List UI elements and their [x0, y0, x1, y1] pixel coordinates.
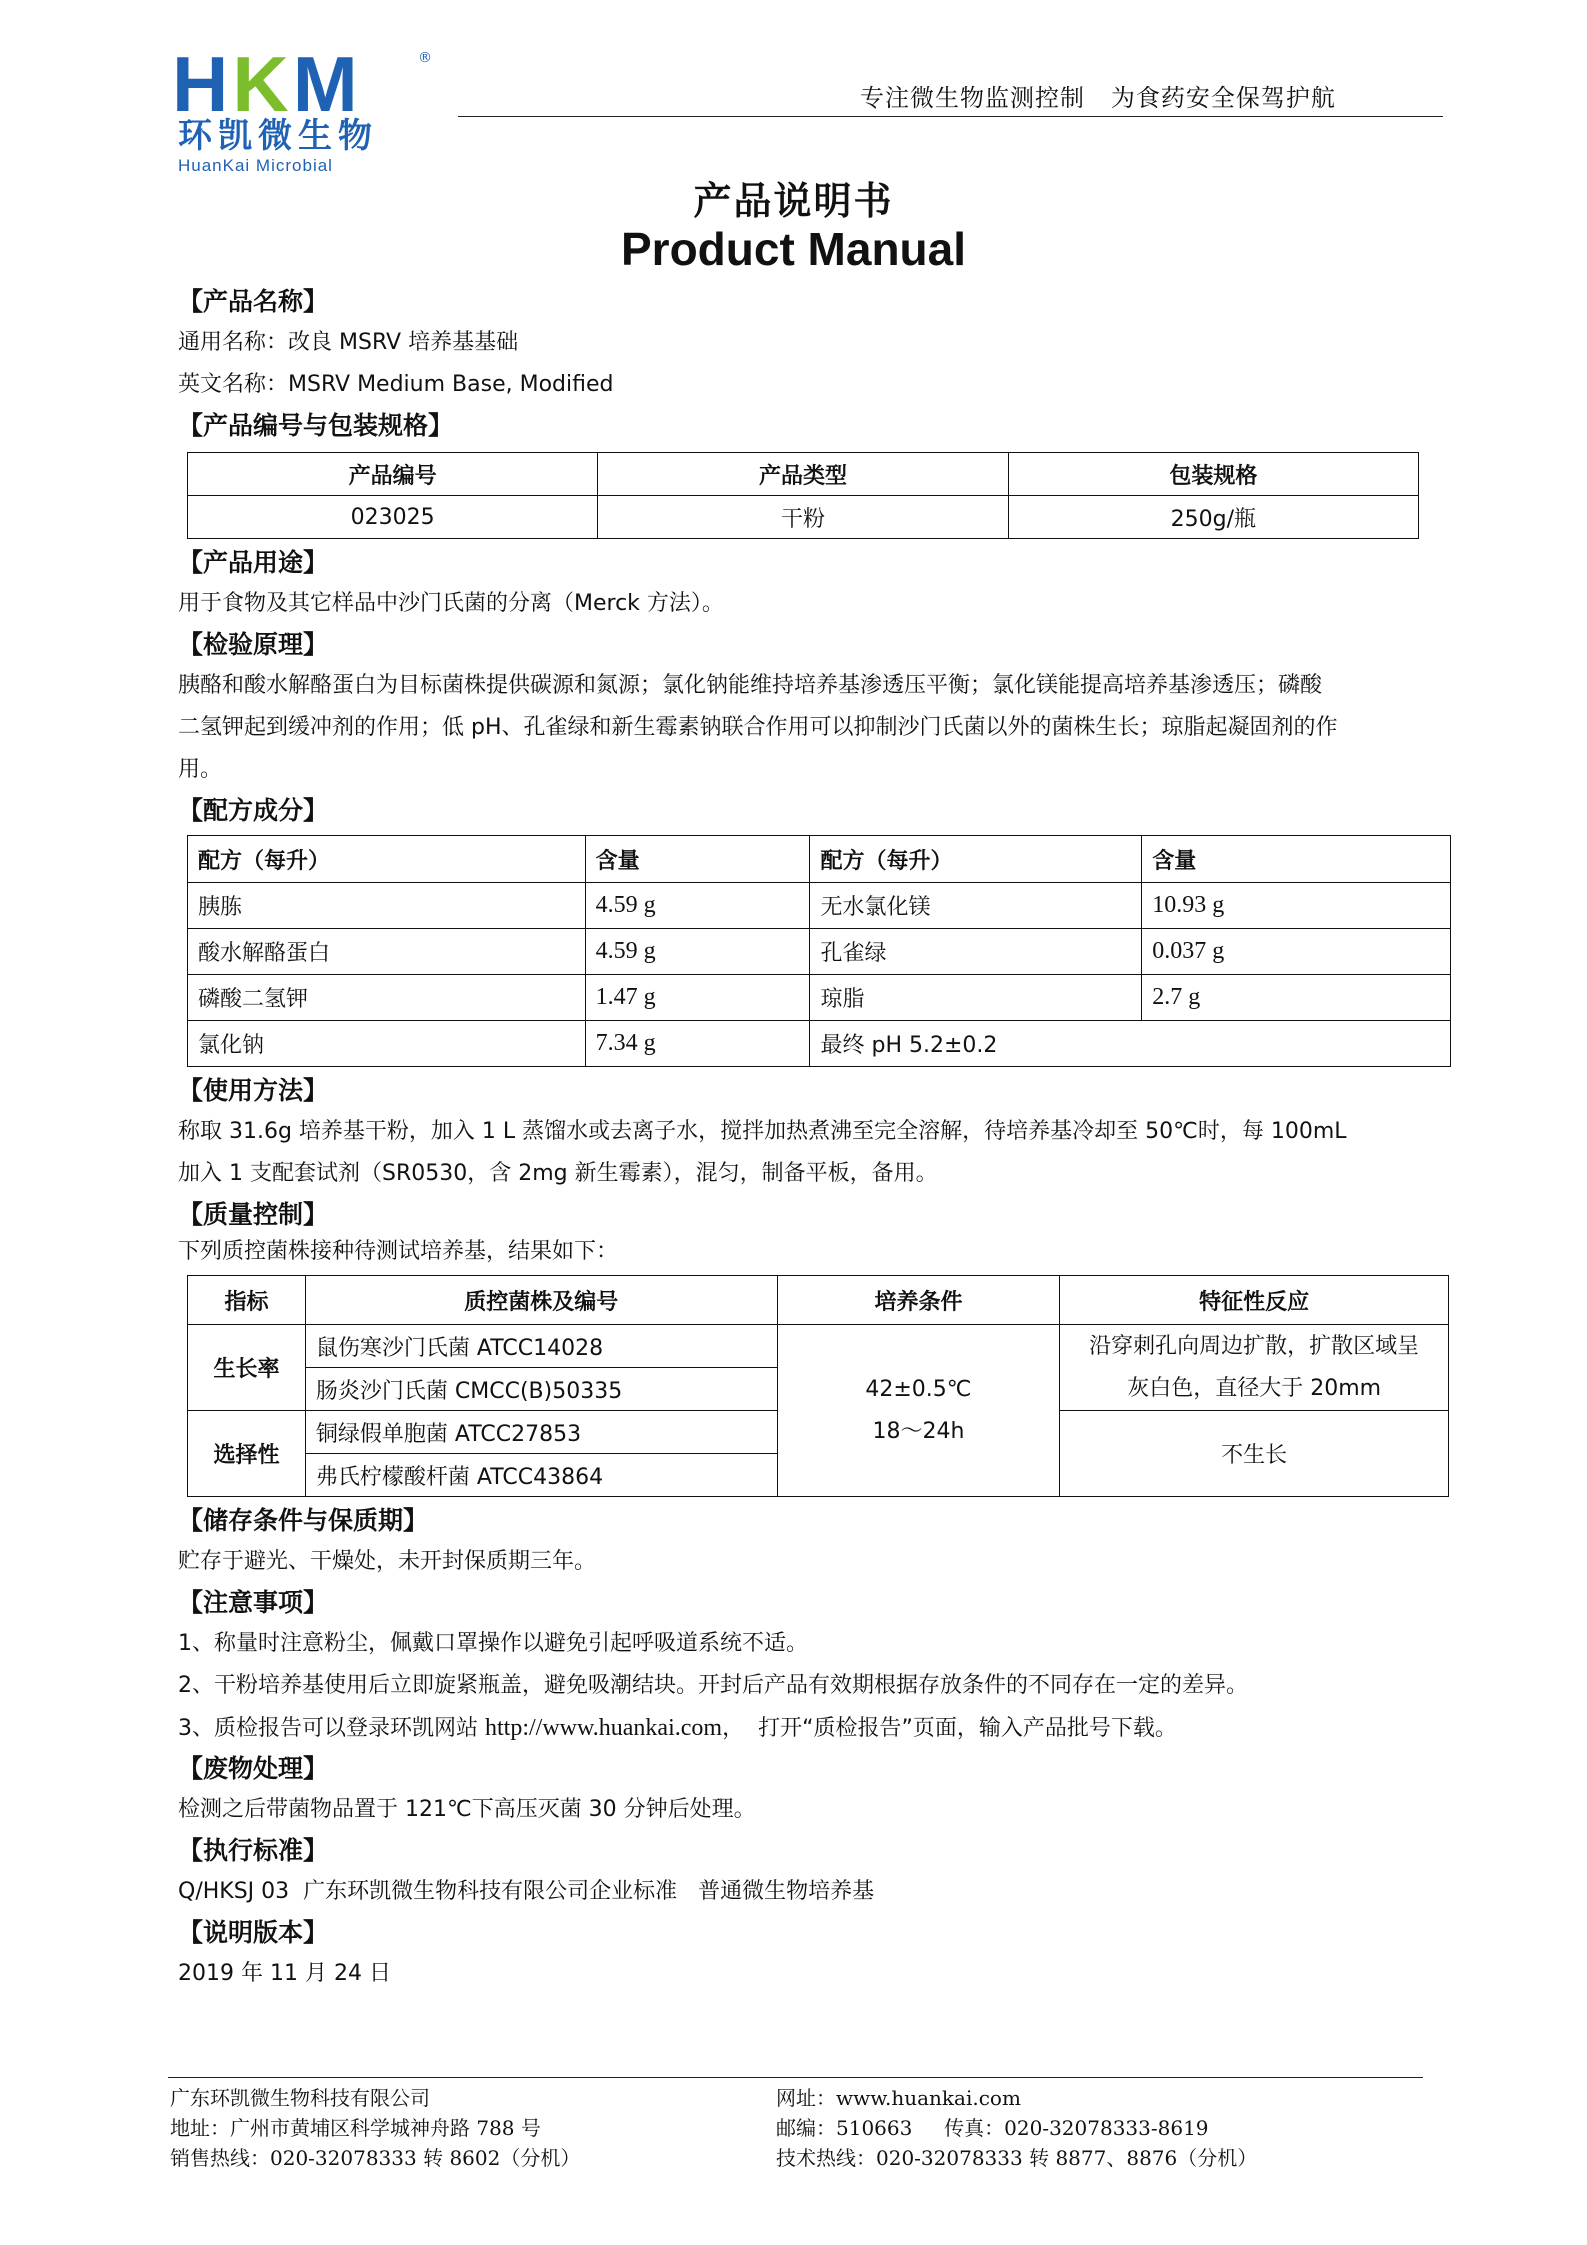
spec-header-type: 产品类型: [598, 453, 1008, 496]
standard-text: Q/HKSJ 03 广东环凯微生物科技有限公司企业标准 普通微生物培养基: [178, 1879, 875, 1904]
registered-mark: ®: [418, 50, 432, 66]
formula-row: [188, 883, 1451, 929]
logo-mark: [172, 40, 362, 128]
section-heading-version: 【说明版本】: [178, 1918, 329, 1947]
ingredient-name: 氯化钠: [188, 1021, 586, 1067]
formula-header-ingredient: 配方（每升）: [810, 836, 1142, 883]
spec-table-header-row: [188, 453, 1419, 496]
ingredient-amount: 10.93 g: [1142, 883, 1451, 929]
section-heading-spec: 【产品编号与包装规格】: [178, 411, 454, 440]
ingredient-amount: 2.7 g: [1142, 975, 1451, 1021]
qc-group-selectivity: 选择性: [188, 1411, 306, 1497]
section-heading-use: 【产品用途】: [178, 548, 329, 577]
principle-line: 二氢钾起到缓冲剂的作用；低 pH、孔雀绿和新生霉素钠联合作用可以抑制沙门氏菌以外的菌株生长；琼脂起凝固剂的作: [178, 715, 1338, 740]
qc-intro: 下列质控菌株接种待测试培养基，结果如下：: [178, 1239, 619, 1264]
page-footer: [0, 2075, 1587, 2245]
ingredient-amount: 7.34 g: [585, 1021, 810, 1067]
qc-reaction-growth: [1060, 1325, 1449, 1411]
qc-reaction-line: 灰白色，直径大于 20mm: [1127, 1375, 1382, 1401]
formula-row: [188, 975, 1451, 1021]
section-heading-principle: 【检验原理】: [178, 630, 329, 659]
method-text: [178, 1111, 1448, 1195]
version-date: 2019 年 11 月 24 日: [178, 1961, 391, 1986]
qc-strain: 弗氏柠檬酸杆菌 ATCC43864: [305, 1454, 777, 1497]
formula-row: [188, 1021, 1451, 1067]
note-item: [178, 1707, 1448, 1749]
spec-package: 250g/瓶: [1008, 496, 1418, 539]
qc-strain: 鼠伤寒沙门氏菌 ATCC14028: [305, 1325, 777, 1368]
qc-header-reaction: 特征性反应: [1060, 1276, 1449, 1325]
qc-header-strain: 质控菌株及编号: [305, 1276, 777, 1325]
use-text: 用于食物及其它样品中沙门氏菌的分离（Merck 方法）。: [178, 591, 724, 616]
ingredient-name: 琼脂: [810, 975, 1142, 1021]
qc-reaction-line: 沿穿刺孔向周边扩散，扩散区域呈: [1089, 1333, 1420, 1359]
section-heading-qc: 【质量控制】: [178, 1200, 329, 1229]
logo-letter-k: K: [232, 40, 293, 128]
ingredient-name: 孔雀绿: [810, 929, 1142, 975]
ingredient-name: 无水氯化镁: [810, 883, 1142, 929]
footer-sales-hotline: 销售热线：020-32078333 转 8602（分机）: [170, 2146, 581, 2170]
ingredient-amount: 1.47 g: [585, 975, 810, 1021]
english-name: 英文名称：MSRV Medium Base, Modified: [178, 372, 614, 397]
formula-header-amount: 含量: [585, 836, 810, 883]
spec-code: 023025: [188, 496, 598, 539]
section-heading-notes: 【注意事项】: [178, 1588, 329, 1617]
formula-header-amount: 含量: [1142, 836, 1451, 883]
ingredient-name: 胰胨: [188, 883, 586, 929]
section-heading-name: 【产品名称】: [178, 287, 329, 316]
ingredient-amount: 0.037 g: [1142, 929, 1451, 975]
spec-table-row: [188, 496, 1419, 539]
note-text: ， 打开“质检报告”页面，输入产品批号下载。: [722, 1716, 1177, 1741]
page-header: [0, 0, 1587, 175]
formula-table: [187, 835, 1451, 1067]
section-heading-standard: 【执行标准】: [178, 1836, 329, 1865]
waste-text: 检测之后带菌物品置于 121℃下高压灭菌 30 分钟后处理。: [178, 1797, 756, 1822]
section-heading-formula: 【配方成分】: [178, 796, 329, 825]
storage-text: 贮存于避光、干燥处，未开封保质期三年。: [178, 1549, 597, 1574]
title-chinese: 产品说明书: [693, 179, 894, 223]
principle-text: [178, 665, 1448, 791]
qc-header-row: [188, 1276, 1449, 1325]
logo-chinese-name: 环凯微生物: [178, 116, 378, 156]
qc-header-indicator: 指标: [188, 1276, 306, 1325]
ingredient-name: 磷酸二氢钾: [188, 975, 586, 1021]
footer-address: 地址：广州市黄埔区科学城神舟路 788 号: [170, 2116, 541, 2140]
formula-row: [188, 929, 1451, 975]
note-item: 2、干粉培养基使用后立即旋紧瓶盖，避免吸潮结块。开封后产品有效期根据存放条件的不同存在一定的差异。: [178, 1673, 1249, 1698]
formula-header-ingredient: 配方（每升）: [188, 836, 586, 883]
note-text: 3、质检报告可以登录环凯网站: [178, 1716, 485, 1741]
qc-row: [188, 1325, 1449, 1368]
final-ph: 最终 pH 5.2±0.2: [810, 1021, 1451, 1067]
generic-name: 通用名称：改良 MSRV 培养基基础: [178, 330, 519, 355]
qc-condition-temp: 42±0.5℃: [865, 1376, 972, 1402]
spec-header-package: 包装规格: [1008, 453, 1418, 496]
qc-table: [187, 1275, 1449, 1497]
note-item: 1、称量时注意粉尘，佩戴口罩操作以避免引起呼吸道系统不适。: [178, 1631, 808, 1656]
logo-letter-h: H: [172, 40, 233, 128]
qc-condition: [777, 1325, 1060, 1497]
manual-body: [178, 282, 1448, 1995]
footer-website[interactable]: 网址：www.huankai.com: [776, 2086, 1021, 2110]
title-english: Product Manual: [620, 223, 967, 275]
company-logo: [172, 40, 432, 175]
principle-line: 胰酪和酸水解酪蛋白为目标菌株提供碳源和氮源；氯化钠能维持培养基渗透压平衡；氯化镁能提高培养基渗透压；磷酸: [178, 673, 1323, 698]
method-line: 加入 1 支配套试剂（SR0530，含 2mg 新生霉素），混匀，制备平板，备用。: [178, 1161, 938, 1186]
spec-header-code: 产品编号: [188, 453, 598, 496]
qc-strain: 铜绿假单胞菌 ATCC27853: [305, 1411, 777, 1454]
footer-company: 广东环凯微生物科技有限公司: [170, 2086, 430, 2110]
principle-line: 用。: [178, 757, 223, 782]
section-heading-storage: 【储存条件与保质期】: [178, 1506, 429, 1535]
section-heading-method: 【使用方法】: [178, 1076, 329, 1105]
qc-condition-time: 18～24h: [872, 1418, 965, 1444]
qc-group-growth: 生长率: [188, 1325, 306, 1411]
footer-tech-hotline: 技术热线：020-32078333 转 8877、8876（分机）: [776, 2146, 1258, 2170]
spec-type: 干粉: [598, 496, 1008, 539]
qc-report-link[interactable]: http://www.huankai.com: [485, 1715, 723, 1741]
header-divider: [458, 116, 1443, 117]
qc-reaction-select: 不生长: [1060, 1411, 1449, 1497]
method-line: 称取 31.6g 培养基干粉，加入 1 L 蒸馏水或去离子水，搅拌加热煮沸至完全溶解，待培养基冷却至 50℃时，每 100mL: [178, 1119, 1347, 1144]
qc-strain: 肠炎沙门氏菌 CMCC(B)50335: [305, 1368, 777, 1411]
logo-english-name: HuanKai Microbial: [178, 156, 333, 175]
ingredient-name: 酸水解酪蛋白: [188, 929, 586, 975]
logo-letter-m: M: [292, 40, 362, 128]
header-slogan: 专注微生物监测控制 为食药安全保驾护航: [860, 84, 1336, 112]
footer-postcode-fax: 邮编：510663 传真：020-32078333-8619: [776, 2116, 1209, 2140]
ingredient-amount: 4.59 g: [585, 883, 810, 929]
spec-table: [187, 452, 1419, 539]
qc-header-condition: 培养条件: [777, 1276, 1060, 1325]
section-heading-waste: 【废物处理】: [178, 1754, 329, 1783]
formula-header-row: [188, 836, 1451, 883]
ingredient-amount: 4.59 g: [585, 929, 810, 975]
